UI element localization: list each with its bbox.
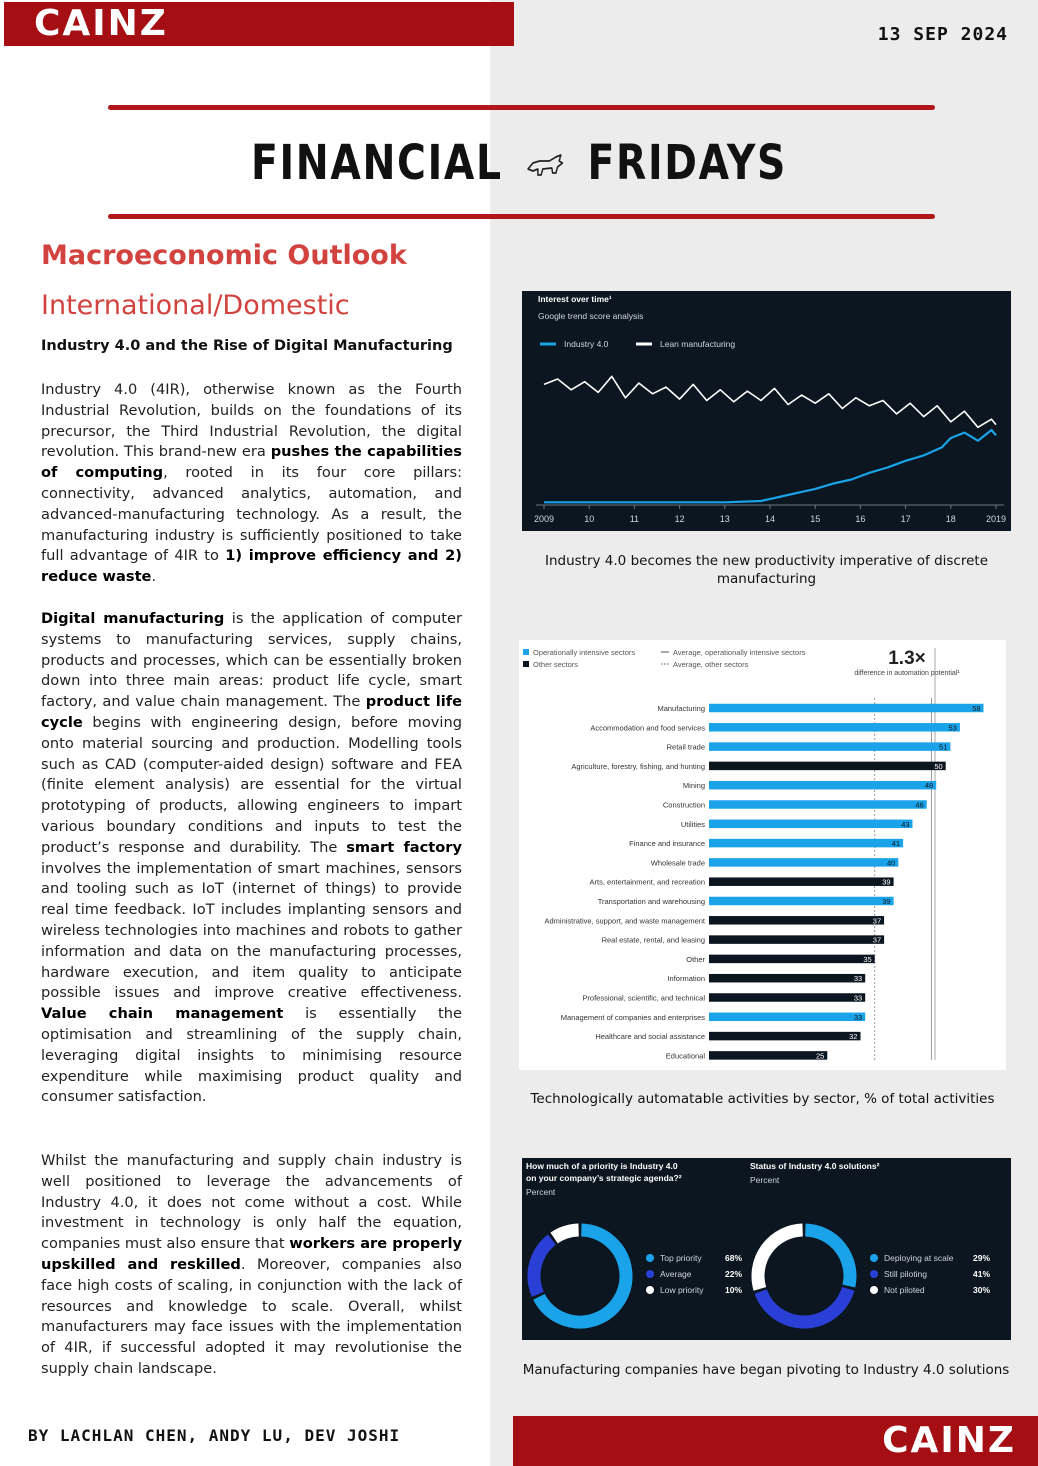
bar-label: Real estate, rental, and leasing — [601, 935, 705, 945]
bar-value-label: 25 — [815, 1051, 825, 1061]
chart-title: Interest over time¹ — [538, 294, 612, 304]
bar — [709, 839, 903, 848]
legend-label: Average, operationally intensive sectors — [673, 648, 806, 657]
bar-label: Wholesale trade — [650, 858, 705, 868]
donut-legend-value: 29% — [972, 1253, 990, 1263]
donut-unit: Percent — [526, 1187, 556, 1197]
bold-phrase: Value chain management — [41, 1005, 284, 1023]
bar — [709, 800, 927, 809]
donut-legend-dot — [870, 1270, 878, 1278]
bar-value-label: 32 — [849, 1032, 858, 1042]
bar — [709, 916, 884, 925]
text-run: . — [151, 568, 157, 586]
bold-phrase: Digital manufacturing — [41, 610, 225, 627]
bar — [709, 935, 884, 944]
bar-value-label: 33 — [853, 1012, 863, 1022]
caption-donut-chart: Manufacturing companies have began pivoting to Industry 4.0 solutions — [522, 1362, 1010, 1378]
bar-label: Management of companies and enterprises — [560, 1012, 705, 1022]
text-run: . Moreover, companies also face high costs of scaling, in conjunction with the lack of resources and knowledge to scale. Overall, whilst manufacturers may face issues with the implementation of 4IR, if successful adopted it may revolutionise the supply chain landscape. — [41, 1255, 462, 1377]
bar-label: Manufacturing — [657, 704, 705, 713]
x-tick-label: 15 — [810, 514, 821, 524]
bar — [709, 897, 894, 906]
legend-swatch-operational — [523, 649, 529, 655]
legend-label: Average, other sectors — [673, 660, 749, 669]
series-line-lean-manufacturing — [544, 376, 996, 427]
bar-value-label: 58 — [972, 704, 981, 713]
donut-title — [526, 1161, 682, 1183]
donut-slice — [534, 1240, 552, 1295]
brand-logo-top: CAINZ — [34, 3, 168, 44]
legend-label: Lean manufacturing — [660, 339, 736, 349]
sub-title: International/Domestic — [41, 290, 350, 321]
legend-label: Operationally intensive sectors — [533, 648, 636, 657]
masthead-rule-bottom — [108, 214, 935, 219]
bar — [709, 1051, 827, 1060]
bold-phrase: pushes the capabilities of computing — [41, 443, 462, 482]
bold-phrase: smart factory — [346, 838, 463, 856]
text-run: begins with engineering design, before moving onto material sourcing and production. Modelling tools such as CAD (computer-aided design) software and FEA (finite element analysis) are essential for the virtual prototyping of products, allowing engineers to impart various boundary conditions and inputs to test the product’s response and durability. The — [41, 713, 462, 856]
bar-label: Retail trade — [666, 742, 705, 752]
donut-title-line: How much of a priority is Industry 4.0 — [526, 1161, 678, 1171]
x-tick-label: 13 — [719, 514, 730, 524]
donut-legend-label: Still piloting — [884, 1269, 927, 1279]
x-tick-label: 11 — [629, 514, 640, 524]
donut-title-line: on your company’s strategic agenda?² — [526, 1173, 682, 1183]
annotation-value: 1.3× — [888, 648, 926, 669]
donut-charts — [522, 1158, 1011, 1340]
bull-icon — [525, 151, 566, 181]
bold-phrase: workers are properly upskilled and reskilled — [41, 1235, 462, 1273]
masthead-rule-top — [108, 105, 935, 110]
line-chart-panel — [522, 291, 1011, 531]
bar-value-label: 40 — [886, 858, 896, 868]
text-run: Industry 4.0 (4IR), otherwise known as the Fourth Industrial Revolution, builds on the foundations of its precursor, the Third Industrial Revolution, the digital revolution. This brand-new era — [41, 381, 462, 461]
bar — [709, 1013, 865, 1022]
bold-phrase: product life cycle — [41, 693, 463, 731]
bar-value-label: 53 — [948, 723, 957, 733]
bar-label: Educational — [665, 1051, 705, 1061]
bar-label: Agriculture, forestry, fishing, and hunting — [571, 761, 705, 771]
donut-slice — [554, 1230, 579, 1238]
article-heading: Industry 4.0 and the Rise of Digital Manufacturing — [41, 338, 453, 354]
donut-legend-label: Average — [660, 1269, 692, 1279]
legend-label: Other sectors — [533, 660, 579, 669]
bar-value-label: 46 — [915, 800, 924, 810]
bar-label: Construction — [662, 800, 705, 810]
donut-unit: Percent — [750, 1175, 780, 1185]
brand-logo-bottom: CAINZ — [882, 1420, 1016, 1461]
bar — [709, 742, 950, 751]
x-tick-label: 10 — [584, 514, 595, 524]
donut-legend-value: 30% — [972, 1285, 990, 1295]
section-title: Macroeconomic Outlook — [41, 240, 407, 271]
bar-label: Mining — [682, 781, 705, 791]
donut-legend-value: 22% — [724, 1269, 742, 1279]
donut-title-line: Status of Industry 4.0 solutions² — [750, 1161, 880, 1171]
bar — [709, 704, 984, 713]
bar-label: Administrative, support, and waste management — [544, 916, 705, 926]
x-tick-label: 17 — [900, 514, 911, 524]
paragraph-2 — [41, 609, 462, 1108]
annotation-label: difference in automation potential¹ — [854, 670, 960, 677]
paragraph-3 — [41, 1151, 462, 1380]
donut-chart-panel — [522, 1158, 1011, 1340]
bar — [709, 955, 875, 964]
bar-value-label: 50 — [934, 761, 943, 771]
masthead — [93, 128, 944, 198]
bar — [709, 781, 936, 790]
bar-chart — [519, 640, 1006, 1070]
bar-label: Professional, scientific, and technical — [582, 993, 705, 1003]
donut-legend-label: Low priority — [660, 1285, 704, 1295]
x-tick-label: 18 — [945, 514, 956, 524]
bar — [709, 820, 913, 829]
bar-value-label: 51 — [939, 742, 948, 752]
caption-bar-chart: Technologically automatable activities by sector, % of total activities — [530, 1091, 995, 1107]
donut-legend-dot — [870, 1286, 878, 1294]
donut-legend-value: 41% — [972, 1269, 990, 1279]
bar — [709, 858, 898, 867]
masthead-right: FRIDAYS — [587, 135, 788, 191]
donut-legend-dot — [646, 1254, 654, 1262]
bar — [709, 723, 960, 732]
bar-value-label: 39 — [882, 877, 891, 887]
bar-label: Information — [667, 974, 705, 984]
bar — [709, 877, 894, 886]
bold-phrase: 1) improve efficiency and 2) reduce waste — [41, 547, 462, 586]
bar-value-label: 33 — [853, 993, 863, 1003]
bar-label: Healthcare and social assistance — [595, 1032, 705, 1042]
donut-legend-value: 68% — [724, 1253, 742, 1263]
text-run: is essentially the optimisation and streamlining of the supply chain, leveraging digital insights to minimising resource expenditure while maximising product quality and consumer satisfaction. — [41, 1005, 463, 1106]
bar-value-label: 48 — [924, 781, 934, 791]
bar-value-label: 41 — [891, 839, 901, 849]
issue-date: 13 SEP 2024 — [877, 24, 1008, 45]
bar — [709, 1032, 861, 1041]
donut-legend-dot — [646, 1286, 654, 1294]
bar-value-label: 35 — [863, 954, 872, 964]
donut-title — [750, 1161, 880, 1171]
bar-value-label: 37 — [872, 935, 882, 945]
masthead-left: FINANCIAL — [250, 135, 503, 191]
text-run: is the application of computer systems to manufacturing services, supply chains, products and processes, which can be essentially broken down into three main areas: product life cycle, smart factory, and value chain management. The — [41, 610, 462, 711]
text-run: , rooted in its four core pillars: connectivity, advanced analytics, automation, and advanced-manufacturing technology. As a result, the manufacturing industry is sufficiently positioned to take full advantage of 4IR to — [41, 464, 462, 565]
bar-label: Other — [686, 954, 705, 964]
caption-line-chart: Industry 4.0 becomes the new productivity imperative of discrete manufacturing — [544, 553, 988, 587]
donut-slice — [761, 1289, 848, 1322]
paragraph-1 — [41, 380, 462, 588]
bar-value-label: 43 — [901, 819, 910, 829]
text-run: involves the implementation of smart machines, sensors and tooling such as IoT (internet of things) to provide real time feedback. IoT includes implanting sensors and wireless technologies into machines and robots to gather information and data on the manufacturing processes, hardware execution, and item quality to anticipate possible issues and improve creative effectiveness. — [41, 859, 462, 1002]
donut-legend-label: Deploying at scale — [884, 1253, 954, 1263]
donut-legend-dot — [646, 1270, 654, 1278]
x-tick-label: 16 — [855, 514, 866, 524]
donut-legend-label: Top priority — [660, 1253, 702, 1263]
bar-label: Finance and insurance — [629, 839, 705, 849]
byline: BY LACHLAN CHEN, ANDY LU, DEV JOSHI — [28, 1426, 401, 1445]
bar-value-label: 39 — [882, 897, 891, 906]
text-run: Whilst the manufacturing and supply chain industry is well positioned to leverage the advancements of Industry 4.0, it does not come without a cost. While investment in technology is only half the equation, companies must also ensure that — [41, 1152, 462, 1253]
donut-legend-label: Not piloted — [884, 1285, 925, 1295]
donut-slice — [758, 1230, 803, 1289]
line-chart — [522, 291, 1011, 531]
donut-slice — [805, 1230, 850, 1286]
bar — [709, 762, 946, 771]
x-tick-label: 14 — [764, 514, 776, 524]
bar — [709, 974, 865, 983]
donut-legend-dot — [870, 1254, 878, 1262]
series-line-industry-4-0 — [544, 430, 996, 502]
x-tick-label: 12 — [674, 514, 685, 524]
bar-label: Transportation and warehousing — [597, 897, 705, 906]
x-tick-label: 2009 — [533, 514, 555, 524]
legend-swatch-other — [523, 661, 529, 667]
bar-label: Arts, entertainment, and recreation — [589, 877, 705, 887]
donut-legend-value: 10% — [724, 1285, 742, 1295]
bar-label: Utilities — [680, 819, 705, 829]
chart-subtitle: Google trend score analysis — [538, 311, 644, 321]
bar-value-label: 33 — [853, 974, 863, 984]
legend-label: Industry 4.0 — [564, 339, 609, 349]
bar-label: Accommodation and food services — [590, 723, 705, 733]
x-tick-label: 2019 — [985, 514, 1007, 524]
bar — [709, 993, 865, 1002]
bar-value-label: 37 — [872, 916, 882, 926]
bar-chart-panel — [519, 640, 1006, 1070]
